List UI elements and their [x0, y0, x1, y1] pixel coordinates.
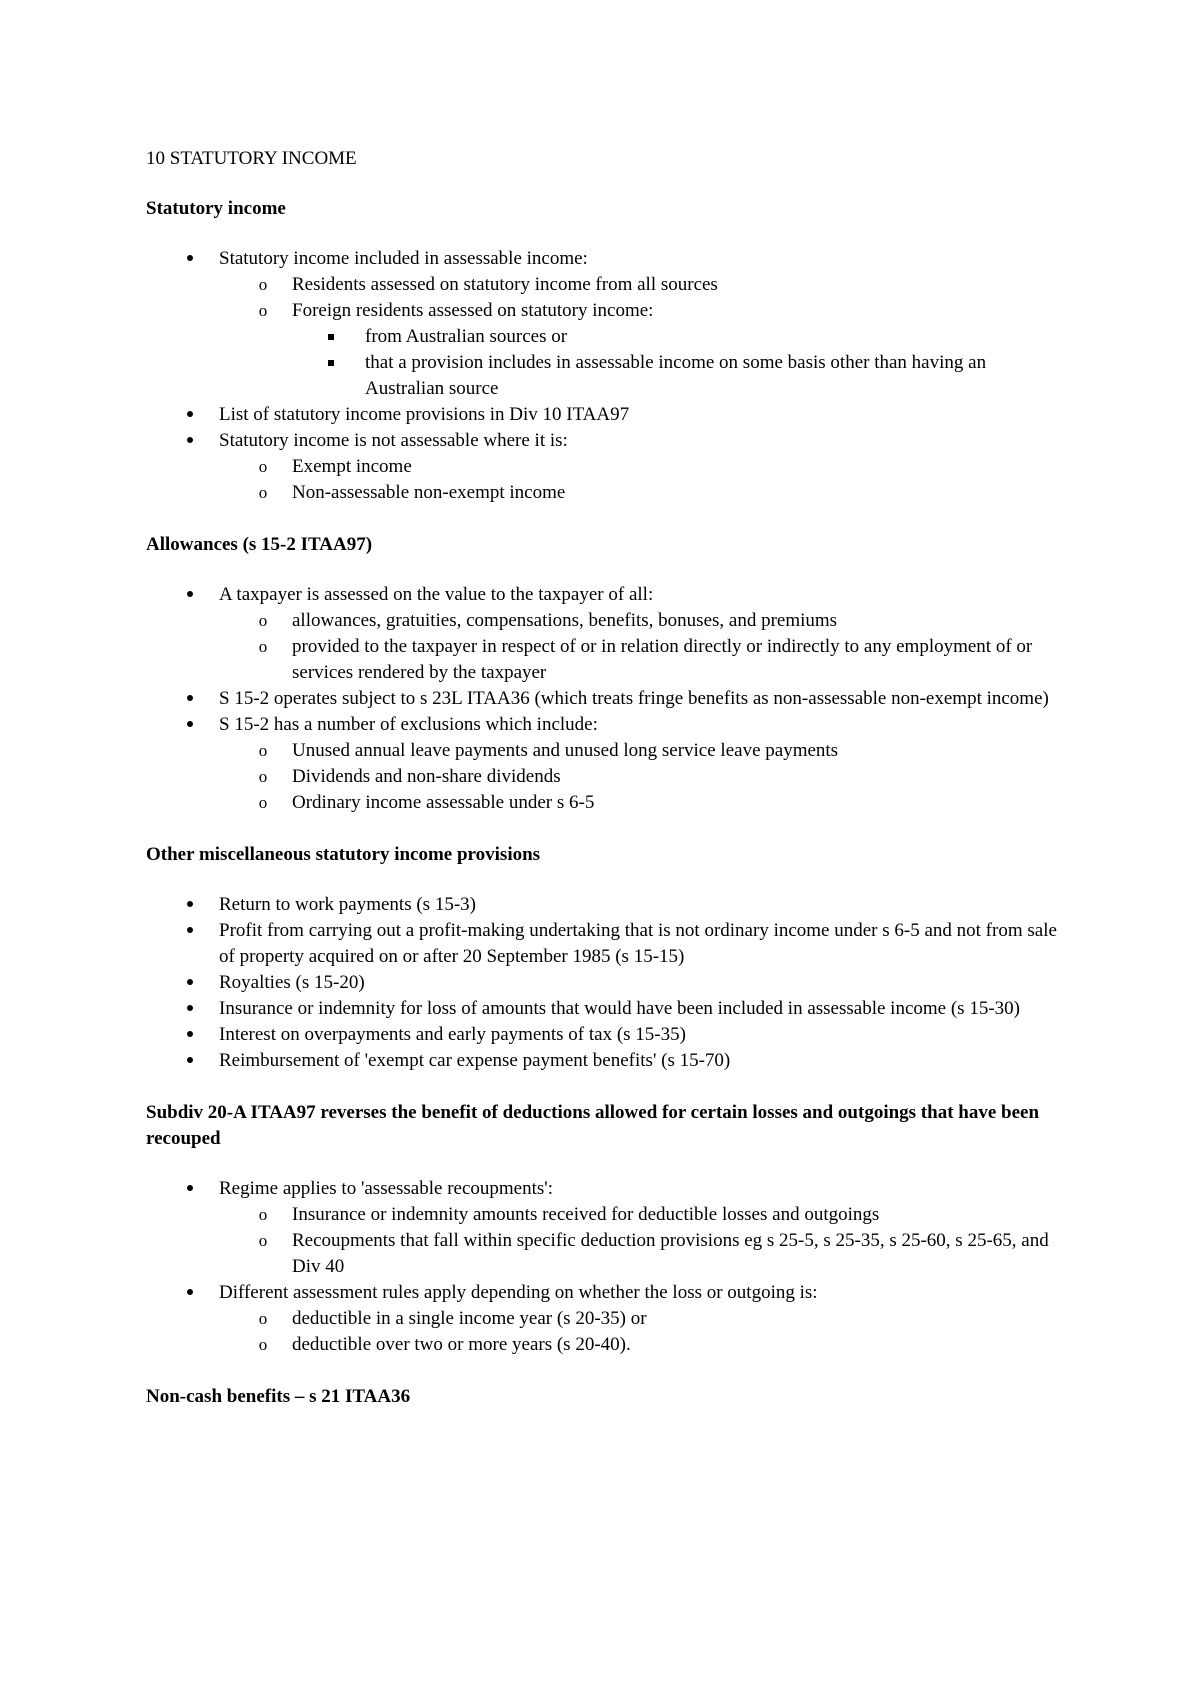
- list-item: [146, 686, 1066, 712]
- bullet-square-icon: [328, 360, 334, 366]
- dot-shape: [187, 255, 193, 261]
- list-item-text: Interest on overpayments and early payments of tax (s 15-35): [219, 1024, 686, 1045]
- list-item-text: Dividends and non-share dividends: [292, 766, 561, 787]
- list-item: [146, 582, 1066, 686]
- bullet-dot-icon: [184, 996, 196, 1022]
- sub-list-item: [219, 738, 1066, 764]
- list-item: [146, 712, 1066, 816]
- bullet-dot-icon: [184, 402, 196, 428]
- section-heading: Statutory income: [146, 198, 286, 219]
- dot-shape: [187, 1289, 193, 1295]
- section-heading: Subdiv 20-A ITAA97 reverses the benefit of deductions allowed for certain losses and outgoings that have been recouped: [146, 1102, 1040, 1149]
- section-heading: Allowances (s 15-2 ITAA97): [146, 534, 373, 555]
- sub-bullet-list: [219, 608, 1066, 686]
- bullet-dot-icon: [184, 970, 196, 996]
- sub-bullet-list: [219, 272, 1066, 402]
- bullet-o-icon: o: [258, 767, 268, 786]
- bullet-list: [146, 582, 1066, 816]
- list-item-text: Insurance or indemnity for loss of amounts that would have been included in assessable income (s 15-30): [219, 998, 1020, 1019]
- list-item-text: Exempt income: [292, 456, 412, 477]
- list-item: [146, 996, 1066, 1022]
- list-item-text: deductible over two or more years (s 20-40).: [292, 1334, 631, 1355]
- list-item: [146, 246, 1066, 402]
- bullet-o-icon: o: [258, 611, 268, 630]
- list-item-text: that a provision includes in assessable income on some basis other than having an Australian source: [365, 352, 987, 399]
- list-item-text: List of statutory income provisions in Div 10 ITAA97: [219, 404, 630, 425]
- sub-bullet-list: [219, 1202, 1066, 1280]
- sub-sub-bullet-list: [292, 324, 1066, 402]
- sub-sub-list-item: [292, 324, 1066, 350]
- bullet-o-icon: o: [258, 275, 268, 294]
- bullet-square-icon: [328, 334, 334, 340]
- sub-list-item: [219, 454, 1066, 480]
- list-item-text: Recoupments that fall within specific deduction provisions eg s 25-5, s 25-35, s 25-60, s 25-65, and Div 40: [292, 1230, 1049, 1277]
- bullet-list: [146, 1176, 1066, 1358]
- bullet-o-icon: o: [258, 637, 268, 656]
- sub-list-item: [219, 1228, 1066, 1280]
- bullet-dot-icon: [184, 1022, 196, 1048]
- sub-bullet-list: [219, 454, 1066, 506]
- bullet-o-icon: o: [258, 1309, 268, 1328]
- sub-list-item: [219, 1306, 1066, 1332]
- list-item-text: deductible in a single income year (s 20-35) or: [292, 1308, 647, 1329]
- bullet-o-icon: o: [258, 1231, 268, 1250]
- list-item-text: Statutory income is not assessable where it is:: [219, 430, 568, 451]
- list-item: [146, 1022, 1066, 1048]
- sub-list-item: [219, 272, 1066, 298]
- sub-list-item: [219, 480, 1066, 506]
- bullet-dot-icon: [184, 1048, 196, 1074]
- dot-shape: [187, 1031, 193, 1037]
- bullet-o-icon: o: [258, 1335, 268, 1354]
- bullet-dot-icon: [184, 918, 196, 944]
- list-item-text: Residents assessed on statutory income from all sources: [292, 274, 718, 295]
- list-item-text: Foreign residents assessed on statutory income:: [292, 300, 654, 321]
- sub-list-item: [219, 608, 1066, 634]
- list-item-text: from Australian sources or: [365, 326, 568, 347]
- bullet-o-icon: o: [258, 301, 268, 320]
- bullet-list: [146, 892, 1066, 1074]
- dot-shape: [187, 1057, 193, 1063]
- bullet-o-icon: o: [258, 457, 268, 476]
- bullet-list: [146, 246, 1066, 506]
- bullet-dot-icon: [184, 1280, 196, 1306]
- list-item-text: Ordinary income assessable under s 6-5: [292, 792, 595, 813]
- bullet-o-icon: o: [258, 1205, 268, 1224]
- bullet-dot-icon: [184, 428, 196, 454]
- dot-shape: [187, 695, 193, 701]
- sub-list-item: [219, 634, 1066, 686]
- bullet-o-icon: o: [258, 483, 268, 502]
- list-item-text: Unused annual leave payments and unused long service leave payments: [292, 740, 839, 761]
- list-item-text: Regime applies to 'assessable recoupments':: [219, 1178, 553, 1199]
- list-item-text: S 15-2 operates subject to s 23L ITAA36 (which treats fringe benefits as non-assessable non-exempt income): [219, 688, 1049, 709]
- list-item-text: Return to work payments (s 15-3): [219, 894, 476, 915]
- dot-shape: [187, 721, 193, 727]
- bullet-o-icon: o: [258, 741, 268, 760]
- dot-shape: [187, 1005, 193, 1011]
- dot-shape: [187, 979, 193, 985]
- sub-list-item: [219, 790, 1066, 816]
- list-item-text: S 15-2 has a number of exclusions which include:: [219, 714, 598, 735]
- dot-shape: [187, 437, 193, 443]
- list-item: [146, 428, 1066, 506]
- list-item: [146, 1280, 1066, 1358]
- sub-bullet-list: [219, 1306, 1066, 1358]
- sub-list-item: [219, 1332, 1066, 1358]
- list-item-text: Different assessment rules apply depending on whether the loss or outgoing is:: [219, 1282, 818, 1303]
- sub-sub-list-item: [292, 350, 1066, 402]
- bullet-dot-icon: [184, 686, 196, 712]
- list-item-text: Profit from carrying out a profit-making undertaking that is not ordinary income under s 6-5 and not from sale of property acquired on or after 20 September 1985 (s 15-15): [219, 920, 1057, 967]
- sub-list-item: [219, 764, 1066, 790]
- bullet-dot-icon: [184, 246, 196, 272]
- list-item-text: A taxpayer is assessed on the value to the taxpayer of all:: [219, 584, 654, 605]
- dot-shape: [187, 901, 193, 907]
- list-item: [146, 970, 1066, 996]
- list-item-text: Non-assessable non-exempt income: [292, 482, 566, 503]
- sub-list-item: [219, 1202, 1066, 1228]
- dot-shape: [187, 927, 193, 933]
- bullet-o-icon: o: [258, 793, 268, 812]
- document-body: [146, 146, 1066, 1434]
- dot-shape: [187, 411, 193, 417]
- list-item: [146, 1048, 1066, 1074]
- list-item: [146, 402, 1066, 428]
- list-item: [146, 892, 1066, 918]
- list-item: [146, 1176, 1066, 1280]
- dot-shape: [187, 591, 193, 597]
- bullet-dot-icon: [184, 1176, 196, 1202]
- list-item-text: allowances, gratuities, compensations, benefits, bonuses, and premiums: [292, 610, 838, 631]
- bullet-dot-icon: [184, 892, 196, 918]
- sub-bullet-list: [219, 738, 1066, 816]
- dot-shape: [187, 1185, 193, 1191]
- document-title: 10 STATUTORY INCOME: [146, 148, 357, 169]
- list-item-text: Reimbursement of 'exempt car expense payment benefits' (s 15-70): [219, 1050, 731, 1071]
- bullet-dot-icon: [184, 582, 196, 608]
- list-item-text: provided to the taxpayer in respect of or in relation directly or indirectly to any employment of or services rendered by the taxpayer: [292, 636, 1033, 683]
- list-item-text: Statutory income included in assessable income:: [219, 248, 588, 269]
- section-heading: Non-cash benefits – s 21 ITAA36: [146, 1386, 411, 1407]
- section-heading: Other miscellaneous statutory income provisions: [146, 844, 541, 865]
- sub-list-item: [219, 298, 1066, 402]
- list-item: [146, 918, 1066, 970]
- list-item-text: Royalties (s 15-20): [219, 972, 365, 993]
- bullet-dot-icon: [184, 712, 196, 738]
- list-item-text: Insurance or indemnity amounts received for deductible losses and outgoings: [292, 1204, 880, 1225]
